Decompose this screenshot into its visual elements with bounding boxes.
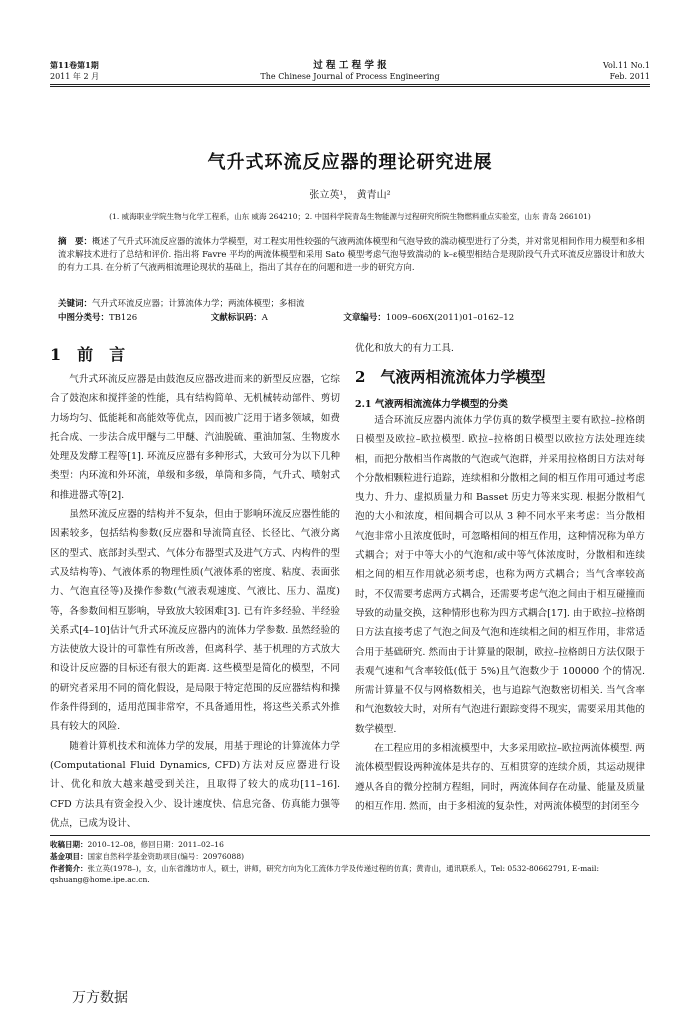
header-date-en: Feb. 2011: [609, 72, 650, 81]
received-label: 收稿日期：: [50, 840, 88, 849]
paragraph: 气升式环流反应器是由鼓泡反应器改进而来的新型反应器，它综合了鼓泡床和搅拌釜的性能，具有结构简单、无机械转动部件、剪切力场均匀、低能耗和高能效等优点，因而被广泛用于诸多领域，如费托合成、一步法合成甲醚与二甲醚、汽油脱硫、重油加氢、生物废水处理及发酵工程等[1]. 环流反应器有多种形式，大致可分为以下几种类型：内环流和外环流，单级和多级，单筒和多筒，气升式、喷射式和推进器式等[2].: [50, 374, 340, 501]
right-column: [355, 411, 645, 816]
journal-title-en: The Chinese Journal of Process Engineering: [260, 72, 440, 81]
header-volume-cn: 第11卷第1期: [50, 60, 99, 70]
paragraph: 虽然环流反应器的结构并不复杂，但由于影响环流反应器性能的因素较多，包括结构参数(反应器和导流筒直径、长径比、气液分离区的型式、底部封头型式、气体分布器型式及进气方式、内构件的型式及结构等)、气液体系的物理性质(气液体系的密度、粘度、表面张力、气泡直径等)及操作参数(气液表观速度、气液比、压力、温度)等，各参数间相互影响，导致放大较困难[3]. 已有许多经验、半经验关系式[4–10]估计气升式环流反应器内的流体力学参数. 虽然经验的方法使放大设计的可靠性有所改善，但离科学、基于机理的方式放大和设计反应器的目标还有很大的距离. 这些模型是简化的模型，不同的研究者采用不同的简化假设，是局限于特定范围的反应器结构和操作条件得到的，适用范围非常窄，不具备通用性，将这些关系式外推具有较大的风险.: [50, 509, 340, 733]
abstract-label: 摘 要：: [58, 237, 93, 247]
article-no-value: 1009–606X(2011)01–0162–12: [385, 313, 515, 323]
keywords-text: 气升式环流反应器；计算流体力学；两流体模型；多相流: [92, 299, 305, 309]
journal-title-cn: 过 程 工 程 学 报: [313, 60, 387, 71]
clc-label: 中图分类号：: [58, 313, 110, 323]
doc-code-label: 文献标识码：: [210, 313, 262, 323]
received-dates: 2010–12–08，修回日期：2011–02–16: [87, 840, 224, 849]
footnote-rule: [50, 835, 650, 836]
header-rule-bottom: [50, 86, 650, 87]
section-1-heading: 1 前 言: [50, 345, 126, 364]
header-date-cn: 2011 年 2 月: [50, 72, 100, 81]
affiliations: (1. 威海职业学院生物与化学工程系，山东 威海 264210；2. 中国科学院青岛生物能源与过程研究所院生物燃料重点实验室，山东 青岛 266101): [109, 212, 591, 221]
keywords: [58, 298, 646, 311]
keywords-label: 关键词：: [58, 299, 93, 309]
header-rule-top: [50, 84, 650, 85]
left-column: [50, 370, 340, 833]
paragraph: 在工程应用的多相流模型中，大多采用欧拉–欧拉两流体模型. 两流体模型假设两种流体是共存的、互相贯穿的连续介质，其运动规律遵从各自的微分控制方程组，同时，两流体间存在动量、能量及质量的相互作用. 然而，由于多相流的复杂性，对两流体模型的封闭至今: [355, 743, 645, 812]
paragraph: 随着计算机技术和流体力学的发展，用基于理论的计算流体力学(Computational Fluid Dynamics, CFD)方法对反应器进行设计、优化和放大越来越受到关注，且取得了较大的成功[11–16]. CFD 方法具有资金投入少、设计速度快、信息完备、仿真能力强等优点，已成为设计、: [50, 740, 340, 829]
header-center: [0, 60, 700, 82]
article-no-label: 文章编号：: [343, 313, 386, 323]
classification: [58, 312, 646, 325]
clc-value: TB126: [109, 313, 138, 323]
author-label: 作者简介：: [50, 864, 88, 873]
footnote-author: [50, 863, 650, 885]
subsection-2-1-heading: 2.1 气液两相流流体力学模型的分类: [355, 399, 508, 410]
paragraph-continuation: 优化和放大的有力工具.: [355, 343, 454, 354]
paragraph: 适合环流反应器内流体力学仿真的数学模型主要有欧拉–拉格朗日模型及欧拉–欧拉模型. 欧拉–拉格朗日模型以欧拉方法处理连续相，而把分散相当作离散的气泡或气泡群，并采用拉格朗日方法对每个分散相颗粒进行追踪，连续相和分散相之间的相互作用可通过考虑曳力、升力、虚拟质量力和 Basset 历史力等来实现. 根据分散相气泡的大小和浓度，相间耦合可以从 3 种不同水平来考虑：当分散相气泡非常小且浓度低时，可忽略相间的相互作用，这种情况称为单方式耦合；对于中等大小的气泡和/或中等气体浓度时，分散相和连续相之间的相互作用就必须考虑，也称为两方式耦合；当气含率较高时，不仅需要考虑两方式耦合，还需要考虑气泡之间由于相互碰撞而导致的动量交换，这种情形也称为四方式耦合[17]. 由于欧拉–拉格朗日方法直接考虑了气泡之间及气泡和连续相之间的相互作用，非常适合用于基础研究. 然而由于计算量的限制，欧拉–拉格朗日方法仅限于表观气速和气含率较低(低于 5%)且气泡数少于 100000 个的情况. 所需计算量不仅与网格数相关，也与追踪气泡数密切相关. 当气含率和气泡数较大时，对所有气泡进行跟踪变得不现实，需要采用其他的数学模型.: [355, 415, 645, 735]
header-right: [603, 60, 650, 82]
fund-label: 基金项目：: [50, 852, 88, 861]
fund-text: 国家自然科学基金资助项目(编号：20976088): [87, 852, 245, 861]
header-volume-en: Vol.11 No.1: [603, 61, 650, 70]
abstract-text: 概述了气升式环流反应器的流体力学模型，对工程实用性较强的气液两流体模型和气泡导致的湍动模型进行了分类，并对常见相间作用力模型和多相流求解技术进行了总结和评价. 指出将 Favre 平均的两流体模型和采用 Sato 模型考虑气泡导致湍动的 k–ε模型相结合是现阶段气升式环流反应器设计和放大的有力工具. 在分析了气液两相流理论现状的基础上，指出了其存在的问题和进一步的研究方向.: [58, 237, 645, 273]
watermark-text: 万方数据: [72, 990, 128, 1006]
paper-authors: 张立英¹， 黄青山²: [309, 190, 391, 201]
section-2-heading: 2 气液两相流流体力学模型: [355, 368, 546, 386]
doc-code-value: A: [261, 313, 268, 323]
abstract: [58, 236, 646, 275]
author-bio: 张立英(1978–)，女，山东省潍坊市人，硕士，讲师，研究方向为化工流体力学及传递过程的仿真；黄青山，通讯联系人，Tel: 0532-80662791, E-mail: qshuang@home.ipe.ac.cn.: [50, 864, 599, 884]
paper-title: 气升式环流反应器的理论研究进展: [207, 152, 493, 173]
footnote-fund: [50, 851, 650, 862]
footnote-received: [50, 839, 650, 850]
right-column-continuation: [355, 339, 645, 358]
